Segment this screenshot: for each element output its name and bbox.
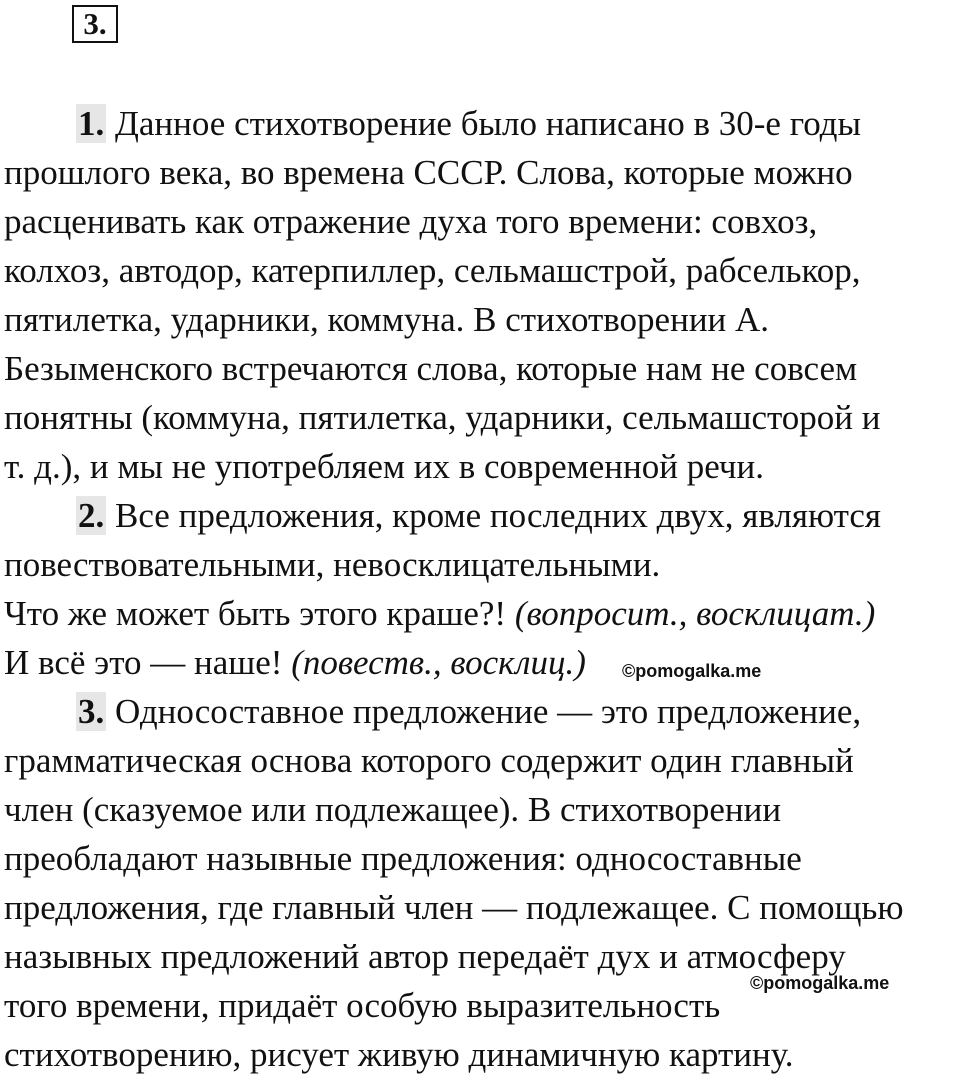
text-line: преобладают назывные предложения: односоставные	[4, 839, 802, 878]
text-line: пятилетка, ударники, коммуна. В стихотворении А.	[4, 300, 770, 339]
text-line: назывных предложений автор передаёт дух и атмосферу	[4, 937, 846, 976]
example-sentence-2	[4, 638, 586, 687]
sentence-note: (вопросит., восклицат.)	[514, 594, 876, 633]
text-line: прошлого века, во времена СССР. Слова, которые можно	[4, 153, 853, 192]
text-line: колхоз, автодор, катерпиллер, сельмашстрой, рабселькор,	[4, 251, 861, 290]
watermark: ©pomogalka.me	[750, 973, 890, 993]
text-line: Односоставное предложение — это предложение,	[115, 692, 862, 731]
text-line: член (сказуемое или подлежащее). В стихотворении	[4, 790, 782, 829]
text-line: т. д.), и мы не употребляем их в современной речи.	[4, 447, 764, 486]
task-number-box: 3.	[72, 5, 118, 43]
text-line: Безыменского встречаются слова, которые нам не совсем	[4, 349, 858, 388]
paragraph-3-line-1	[76, 687, 861, 736]
paragraph-1-line-1	[76, 99, 861, 148]
item-number-2: 2.	[78, 496, 105, 535]
quoted-sentence: Что же может быть этого краше?!	[4, 594, 515, 633]
sentence-note: (повеств., восклиц.)	[291, 643, 586, 682]
text-line: Все предложения, кроме последних двух, являются	[115, 496, 881, 535]
text-line: того времени, придаёт особую выразительность	[4, 986, 721, 1025]
item-number-3: 3.	[78, 692, 105, 731]
text-line: расценивать как отражение духа того времени: совхоз,	[4, 202, 818, 241]
paragraph-2-line-1	[76, 491, 881, 540]
watermark: ©pomogalka.me	[622, 661, 762, 681]
quoted-sentence: И всё это — наше!	[4, 643, 292, 682]
text-line: стихотворению, рисует живую динамичную картину.	[4, 1035, 794, 1074]
text-line: Данное стихотворение было написано в 30-е годы	[115, 104, 862, 143]
item-number-1: 1.	[78, 104, 105, 143]
text-line: повествовательными, невосклицательными.	[4, 545, 661, 584]
text-line: понятны (коммуна, пятилетка, ударники, сельмашсторой и	[4, 398, 881, 437]
text-line: грамматическая основа которого содержит один главный	[4, 741, 854, 780]
example-sentence-1	[4, 589, 875, 638]
text-line: предложения, где главный член — подлежащее. С помощью	[4, 888, 904, 927]
